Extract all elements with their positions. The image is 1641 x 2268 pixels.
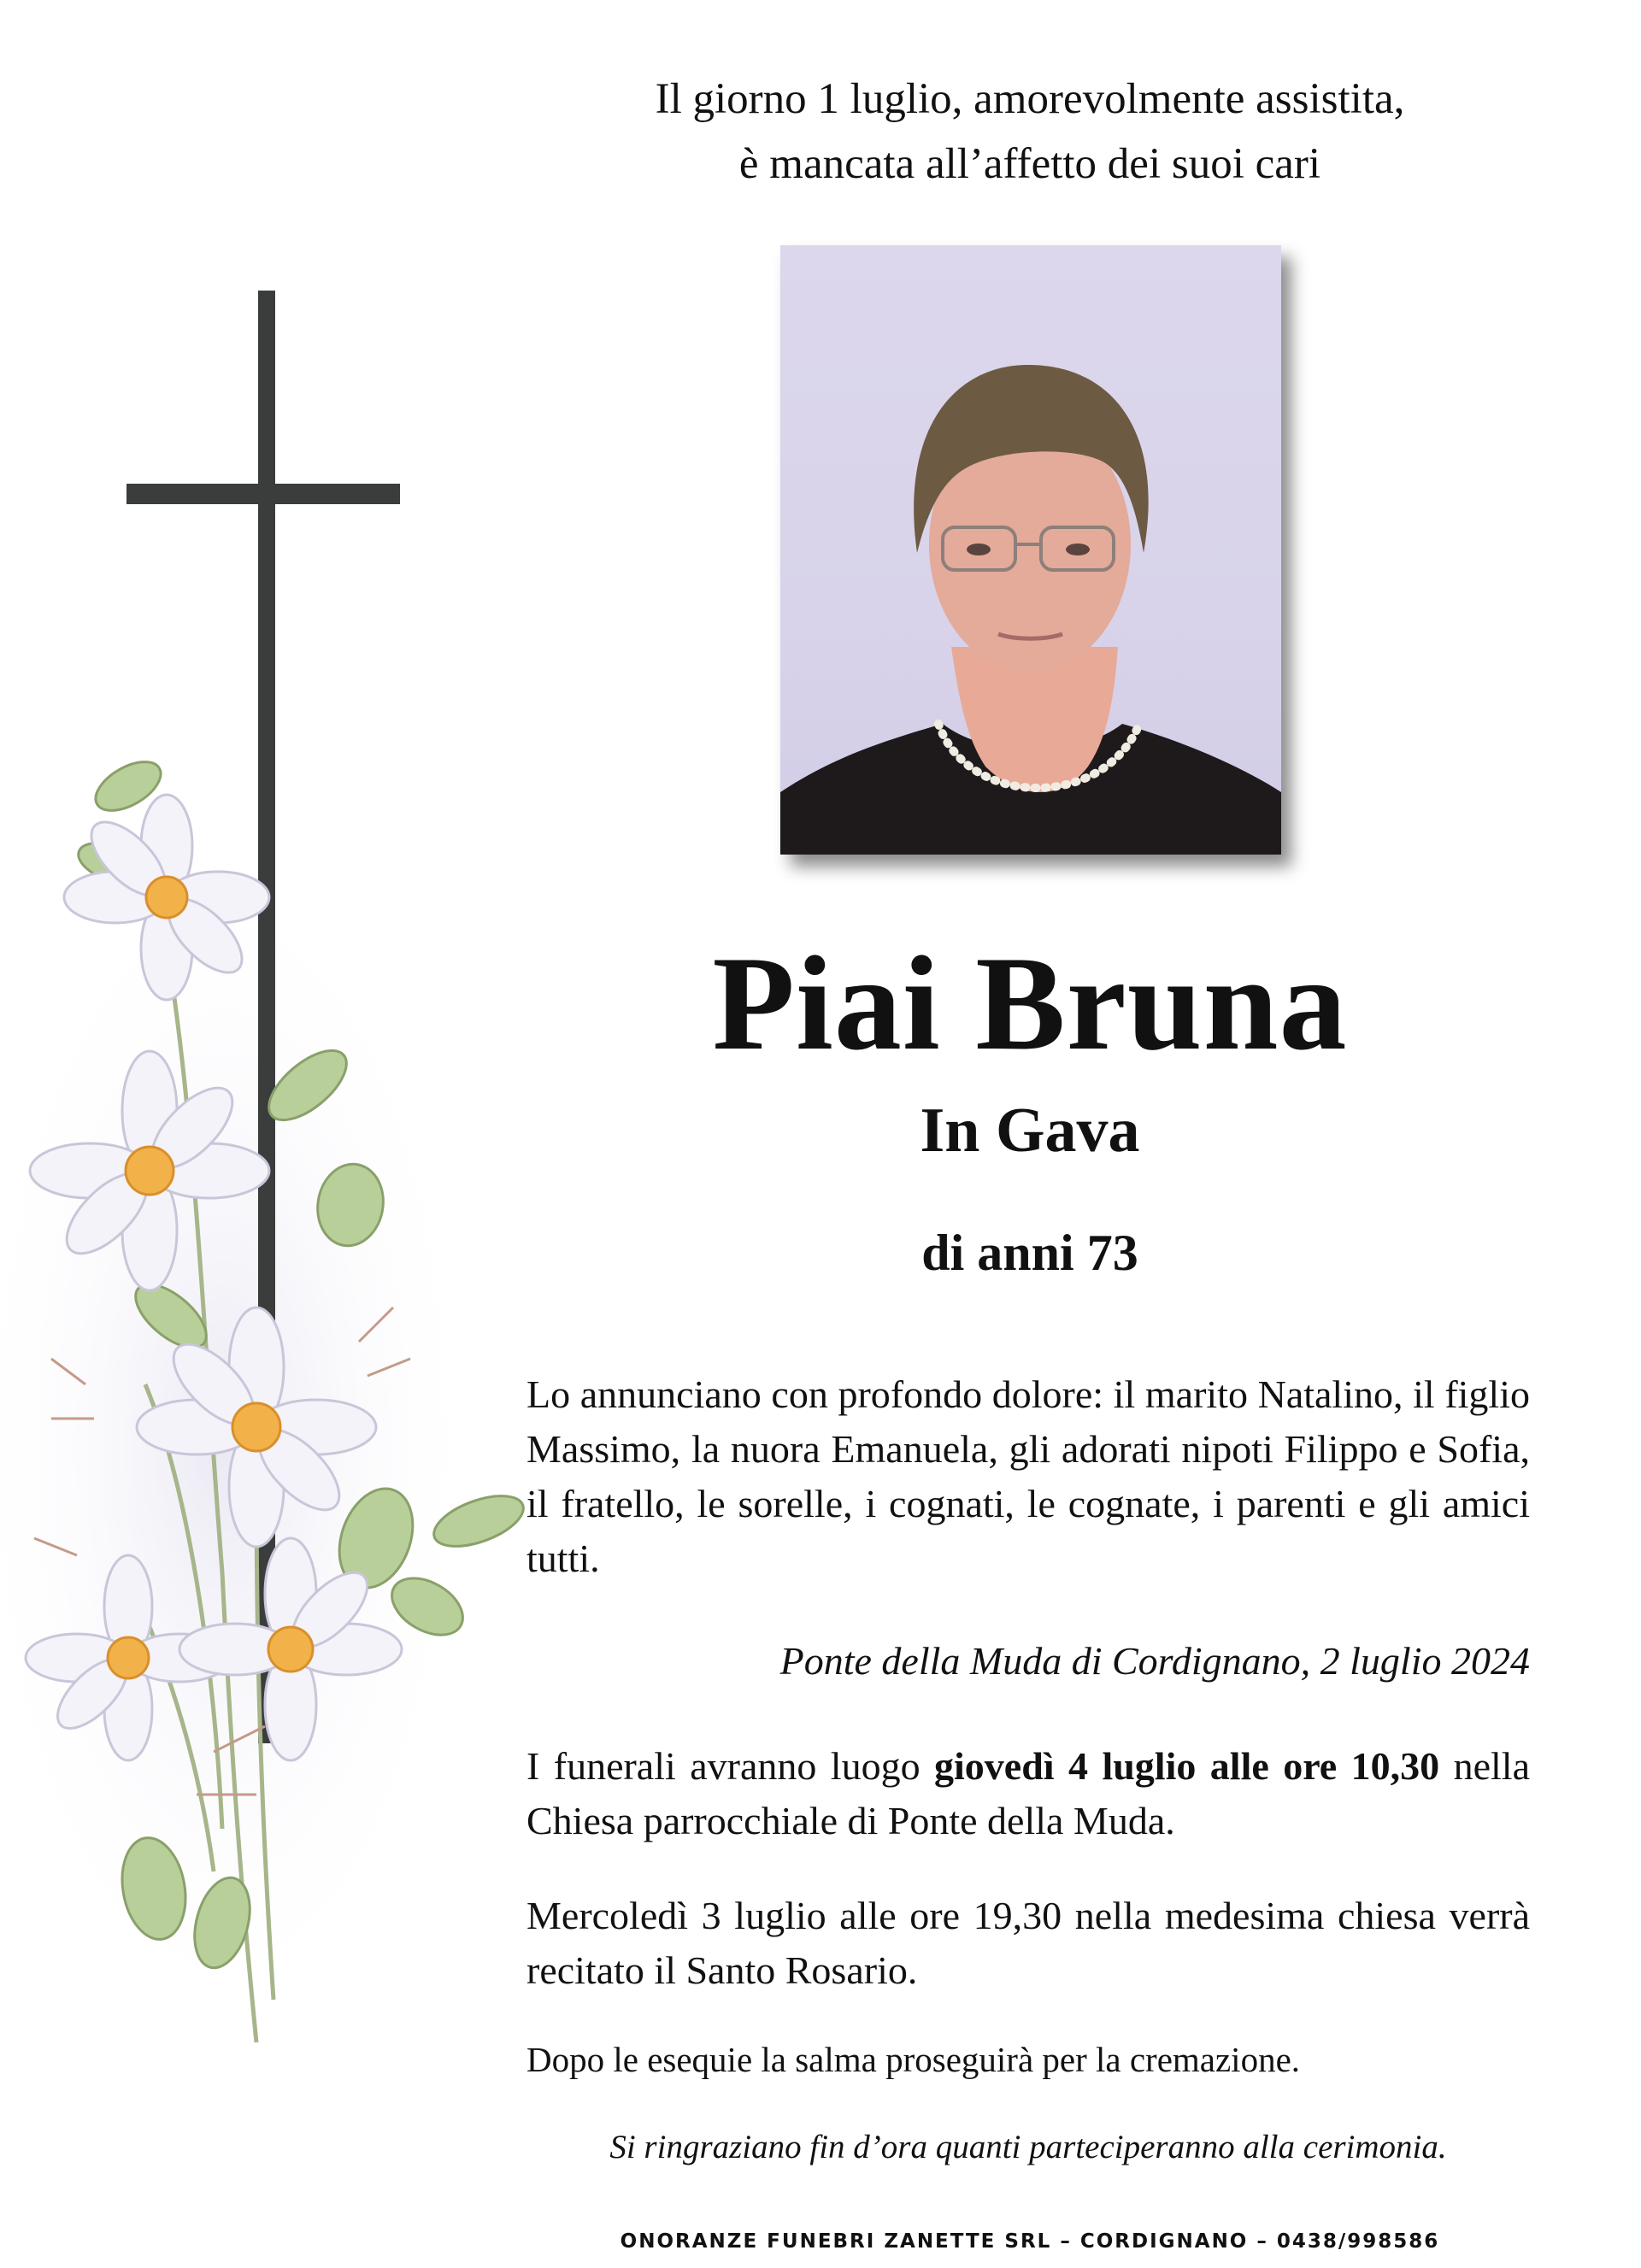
funeral-location: nella Chiesa parrocchiale di Ponte della Muda.	[526, 1744, 1530, 1842]
funeral-datetime: giovedì 4 luglio alle ore 10,30	[934, 1744, 1440, 1788]
funeral-home-footer: ONORANZE FUNEBRI ZANETTE SRL – CORDIGNANO – 0438/998586	[620, 2230, 1440, 2253]
after-service-note: Dopo le esequie la salma proseguirà per la cremazione.	[526, 2040, 1301, 2079]
intro-line-2: è mancata all’affetto dei suoi cari	[738, 140, 1321, 188]
funeral-paragraph	[526, 1739, 1530, 1848]
intro-text	[547, 67, 1513, 197]
portrait-photo	[780, 245, 1281, 855]
deceased-age: di anni 73	[921, 1225, 1138, 1281]
rosary-paragraph: Mercoledì 3 luglio alle ore 19,30 nella medesima chiesa verrà recitato il Santo Rosario.	[526, 1894, 1530, 1992]
thanks-note: Si ringraziano fin d’ora quanti parteciperanno alla cerimonia.	[609, 2129, 1447, 2165]
cross-flowers-decoration	[0, 205, 547, 2119]
place-date: Ponte della Muda di Cordignano, 2 luglio 2024	[779, 1639, 1530, 1683]
married-name: In Gava	[920, 1096, 1140, 1166]
intro-line-1: Il giorno 1 luglio, amorevolmente assistita,	[655, 75, 1405, 123]
deceased-name: Piai Bruna	[712, 929, 1348, 1078]
announcement-paragraph: Lo annunciano con profondo dolore: il marito Natalino, il figlio Massimo, la nuora Emanuela, gli adorati nipoti Filippo e Sofia, il fratello, le sorelle, i cognati, le cognate, i parenti e gli amici tutti.	[526, 1372, 1530, 1580]
funeral-prefix: I funerali avranno luogo	[526, 1744, 935, 1788]
